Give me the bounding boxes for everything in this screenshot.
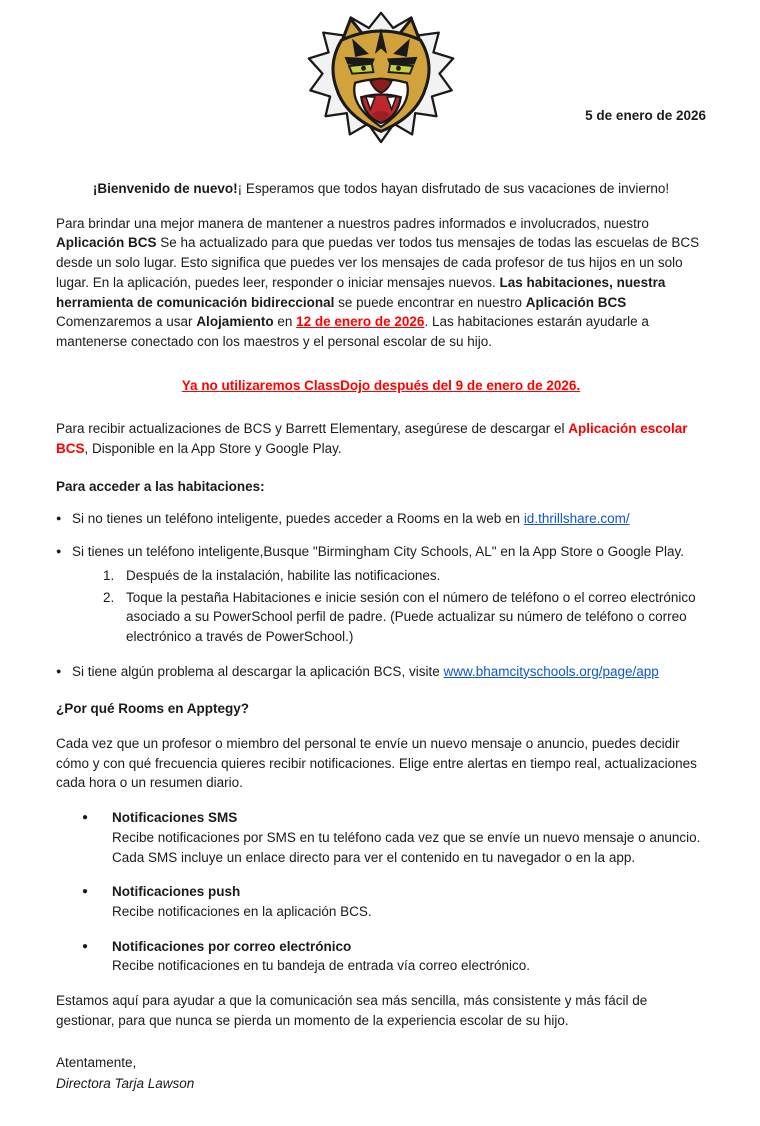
bullet-download-problem (56, 662, 706, 682)
bullet-icon: ● (56, 665, 62, 676)
signoff: Atentamente, (56, 1054, 137, 1070)
welcome-line: ¡Bienvenido de nuevo!¡ Esperamos que todos hayan disfrutado de sus vacaciones de invierno! (92, 181, 670, 196)
bullet-smartphone-text (72, 542, 706, 649)
bullet-problem-text: Si tiene algún problema al descargar la aplicación BCS, visite www.bhamcityschools.org/page/app (72, 663, 659, 679)
hyperlink[interactable]: www.bhamcityschools.org/page/app (443, 663, 659, 679)
heading-access-rooms: Para acceder a las habitaciones: (56, 478, 265, 494)
install-steps-list (72, 566, 706, 647)
classdojo-notice: Ya no utilizaremos ClassDojo después del 9 de enero de 2026. (181, 377, 581, 393)
step-item-2: 2. Toque la pestaña Habitaciones e inicie sesión con el número de teléfono o el correo electrónico asociado a su PowerSchool perfil de padre. (Puede actualizar su número de teléfono o correo electrónico a través de PowerSchool.) (118, 588, 706, 647)
bullet-icon: ● (82, 940, 89, 952)
closing-paragraph: Estamos aquí para ayudar a que la comunicación sea más sencilla, más consistente y más fácil de gestionar, para que nunca se pierda un momento de la experiencia escolar de su hijo. (56, 993, 648, 1028)
bullet-smartphone (56, 542, 706, 649)
wildcat-mascot-icon (305, 8, 457, 156)
notif-title: Notificaciones push (112, 884, 241, 900)
step-item-1: 1. Después de la instalación, habilite las notificaciones. (118, 566, 706, 586)
bullet-icon: ● (82, 812, 89, 824)
para-notification-choices: Cada vez que un profesor o miembro del personal te envíe un nuevo mensaje o anuncio, puedes decidir cómo y con qué frecuencia quieres recibir notificaciones. Elige entre alertas en tiempo real, actualizaciones cada hora o un resumen diario. (56, 736, 697, 791)
bullet-icon: ● (56, 513, 62, 524)
notif-item-sms (82, 808, 706, 867)
para-app-update: Para brindar una mejor manera de mantener a nuestros padres informados e involucrados, nuestro Aplicación BCS Se ha actualizado para que puedas ver todos tus mensajes de todas las escuelas de BCS desde un solo lugar. Esto significa que puedes ver los mensajes de cada profesor de tus hijos en un solo lugar. En la aplicación, puedes leer, responder o iniciar mensajes nuevos. Las habitaciones, nuestra herramienta de comunicación bidireccional se puede encontrar en nuestro Aplicación BCS Comenzaremos a usar Alojamiento en 12 de enero de 2026. Las habitaciones estarán ayudarle a mantenerse conectado con los maestros y el personal escolar de su hijo. (56, 215, 700, 349)
notif-item-push (82, 882, 706, 921)
bullet-web-text: Si no tienes un teléfono inteligente, puedes acceder a Rooms en la web en id.thrillshare.com/ (72, 511, 630, 527)
masthead (56, 6, 706, 164)
signature: Directora Tarja Lawson (56, 1076, 195, 1092)
notif-title: Notificaciones por correo electrónico (112, 938, 352, 954)
bullet-icon: ● (56, 546, 62, 557)
notif-desc: Recibe notificaciones en tu bandeja de entrada vía correo electrónico. (112, 958, 531, 974)
notif-item-email (82, 937, 706, 976)
heading-why-rooms: ¿Por qué Rooms en Apptegy? (56, 701, 250, 717)
hyperlink[interactable]: id.thrillshare.com/ (523, 511, 630, 527)
notif-title: Notificaciones SMS (112, 810, 238, 826)
bullet-web-access (56, 509, 706, 529)
wildcat-mascot-logo (305, 8, 457, 156)
para-download: Para recibir actualizaciones de BCS y Barrett Elementary, asegúrese de descargar el Aplicación escolar BCS, Disponible en la App Store y Google Play. (56, 421, 688, 457)
notif-desc: Recibe notificaciones por SMS en tu teléfono cada vez que se envíe un nuevo mensaje o anuncio. Cada SMS incluye un enlace directo para ver el contenido en tu navegador o en la app. (112, 829, 701, 865)
notif-desc: Recibe notificaciones en la aplicación BCS. (112, 903, 372, 919)
bullet-smartphone-line: Si tienes un teléfono inteligente,Busque "Birmingham City Schools, AL" en la App Store o Google Play. (72, 544, 684, 560)
bullet-icon: ● (82, 886, 89, 898)
letter-date: 5 de enero de 2026 (585, 108, 706, 123)
